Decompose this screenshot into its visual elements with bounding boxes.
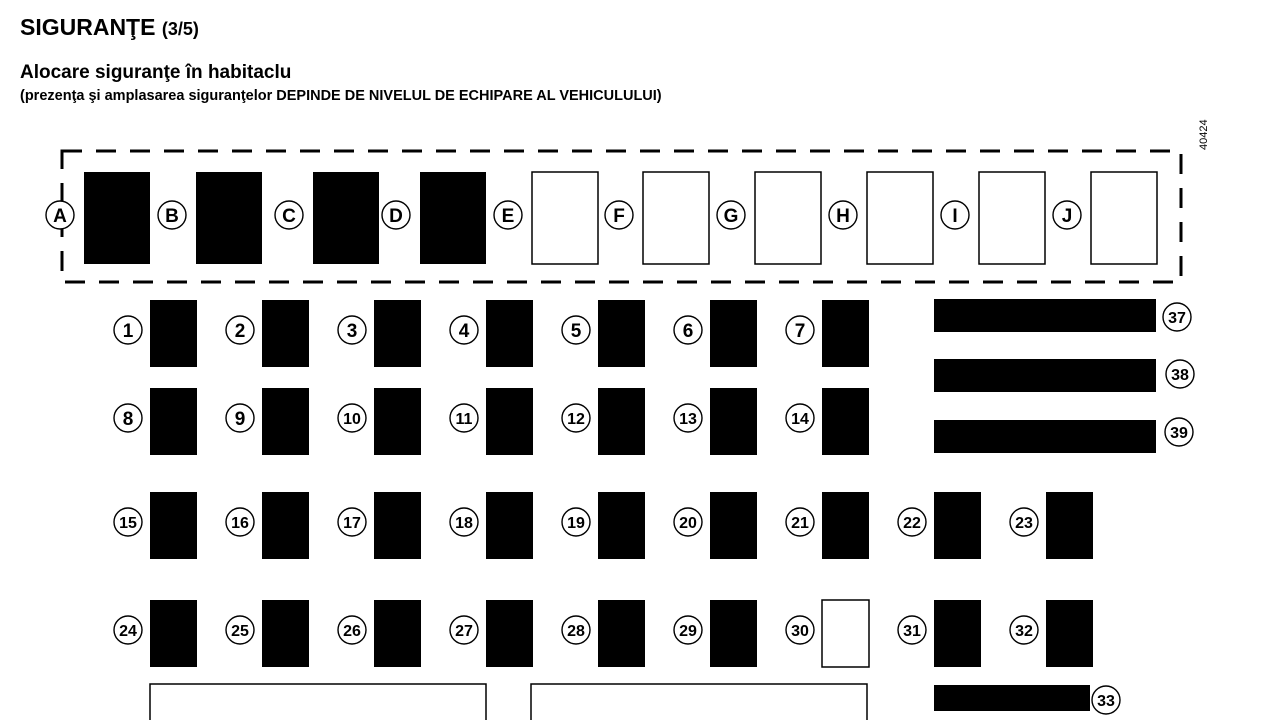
fuse-label-25	[226, 616, 254, 644]
fuse-label-b	[158, 201, 186, 229]
fuse-label-24	[114, 616, 142, 644]
fuse-18	[486, 492, 533, 559]
label-text: J	[1061, 205, 1073, 227]
label-text: B	[165, 205, 179, 227]
fuse-11	[486, 388, 533, 455]
label-text: 27	[455, 622, 473, 640]
fuse-7	[822, 300, 869, 367]
top-row-fuses	[46, 172, 1157, 264]
fuse-21	[822, 492, 869, 559]
label-text: 7	[794, 320, 806, 342]
label-text: 26	[343, 622, 361, 640]
label-text: 25	[231, 622, 249, 640]
fuse-label-22	[898, 508, 926, 536]
fuse-b	[196, 172, 262, 264]
fuse-5	[598, 300, 645, 367]
fuse-label-18	[450, 508, 478, 536]
fuse-label-12	[562, 404, 590, 432]
label-text: 33	[1097, 692, 1115, 710]
fuse-13	[710, 388, 757, 455]
fuse-i	[979, 172, 1045, 264]
relay-label-33	[1092, 686, 1120, 714]
fuse-label-19	[562, 508, 590, 536]
fuse-label-14	[786, 404, 814, 432]
label-text: 10	[343, 410, 361, 428]
fuse-label-17	[338, 508, 366, 536]
label-text: 1	[122, 320, 134, 342]
fuse-label-2	[226, 316, 254, 344]
label-text: 30	[791, 622, 809, 640]
fuse-22	[934, 492, 981, 559]
fuse-label-16	[226, 508, 254, 536]
label-text: 23	[1015, 514, 1033, 532]
relay-label-38	[1166, 360, 1194, 388]
label-text: 5	[570, 320, 582, 342]
label-text: 38	[1171, 366, 1189, 384]
lower-connector-right	[531, 684, 867, 720]
label-text: 8	[122, 408, 134, 430]
fuse-label-23	[1010, 508, 1038, 536]
section-subtitle: Alocare siguranţe în habitaclu	[20, 62, 292, 83]
label-text: 24	[119, 622, 137, 640]
fuse-28	[598, 600, 645, 667]
fuse-label-8	[114, 404, 142, 432]
fuse-label-20	[674, 508, 702, 536]
label-text: 9	[234, 408, 246, 430]
lower-connector-left	[150, 684, 486, 720]
fuse-label-6	[674, 316, 702, 344]
fuse-grid	[114, 300, 1093, 667]
fuse-label-g	[717, 201, 745, 229]
fuse-label-30	[786, 616, 814, 644]
fuse-1	[150, 300, 197, 367]
label-text: A	[53, 205, 67, 227]
fuse-14	[822, 388, 869, 455]
label-text: 18	[455, 514, 473, 532]
label-text: 20	[679, 514, 697, 532]
fuse-label-j	[1053, 201, 1081, 229]
fuse-label-13	[674, 404, 702, 432]
label-text: 14	[791, 410, 809, 428]
label-text: 16	[231, 514, 249, 532]
label-text: 31	[903, 622, 921, 640]
fuse-label-28	[562, 616, 590, 644]
fuse-10	[374, 388, 421, 455]
label-text: 3	[346, 320, 358, 342]
label-text: 39	[1170, 424, 1188, 442]
fuse-30	[822, 600, 869, 667]
page-indicator: (3/5)	[161, 19, 199, 39]
relay-37	[934, 299, 1156, 332]
fuse-15	[150, 492, 197, 559]
fuse-26	[374, 600, 421, 667]
fuse-label-4	[450, 316, 478, 344]
fuse-label-9	[226, 404, 254, 432]
fuse-24	[150, 600, 197, 667]
fuse-label-h	[829, 201, 857, 229]
relay-label-39	[1165, 418, 1193, 446]
fuse-label-c	[275, 201, 303, 229]
title-text: SIGURANŢE	[20, 14, 156, 40]
fuse-label-f	[605, 201, 633, 229]
label-text: 6	[682, 320, 694, 342]
label-text: 37	[1168, 309, 1186, 327]
label-text: 15	[119, 514, 137, 532]
figure-reference: 40424	[1198, 119, 1210, 150]
fuse-label-21	[786, 508, 814, 536]
fuse-label-5	[562, 316, 590, 344]
fuse-label-a	[46, 201, 74, 229]
relay-39	[934, 420, 1156, 453]
fuse-9	[262, 388, 309, 455]
fuse-32	[1046, 600, 1093, 667]
fuse-a	[84, 172, 150, 264]
label-text: 2	[234, 320, 246, 342]
relay-33	[934, 685, 1090, 711]
label-text: 17	[343, 514, 361, 532]
fuse-3	[374, 300, 421, 367]
label-text: 13	[679, 410, 697, 428]
fuse-f	[643, 172, 709, 264]
fuse-h	[867, 172, 933, 264]
fuse-label-e	[494, 201, 522, 229]
fuse-label-d	[382, 201, 410, 229]
fuse-label-31	[898, 616, 926, 644]
section-note: (prezenţa şi amplasarea siguranţelor DEPINDE DE NIVELUL DE ECHIPARE AL VEHICULULUI)	[20, 88, 662, 104]
label-text: D	[389, 205, 403, 227]
fuse-label-1	[114, 316, 142, 344]
fuse-label-10	[338, 404, 366, 432]
label-text: 22	[903, 514, 921, 532]
fuse-g	[755, 172, 821, 264]
fuse-8	[150, 388, 197, 455]
fuse-label-27	[450, 616, 478, 644]
fuse-31	[934, 600, 981, 667]
label-text: 28	[567, 622, 585, 640]
fuse-label-29	[674, 616, 702, 644]
fuse-29	[710, 600, 757, 667]
fuse-label-3	[338, 316, 366, 344]
fuse-12	[598, 388, 645, 455]
fuse-label-11	[450, 404, 478, 432]
fuse-19	[598, 492, 645, 559]
fuse-label-7	[786, 316, 814, 344]
label-text: 19	[567, 514, 585, 532]
fuse-c	[313, 172, 379, 264]
label-text: 11	[455, 410, 473, 428]
label-text: C	[282, 205, 296, 227]
relay-label-37	[1163, 303, 1191, 331]
fuse-27	[486, 600, 533, 667]
fuse-20	[710, 492, 757, 559]
label-text: G	[723, 205, 739, 227]
fuse-6	[710, 300, 757, 367]
fuse-label-26	[338, 616, 366, 644]
fuse-d	[420, 172, 486, 264]
fuse-23	[1046, 492, 1093, 559]
fuse-25	[262, 600, 309, 667]
label-text: 12	[567, 410, 585, 428]
fuse-label-32	[1010, 616, 1038, 644]
fuse-17	[374, 492, 421, 559]
fuse-label-15	[114, 508, 142, 536]
fuse-e	[532, 172, 598, 264]
fuse-label-i	[941, 201, 969, 229]
label-text: 4	[458, 320, 470, 342]
fuse-4	[486, 300, 533, 367]
label-text: 21	[791, 514, 809, 532]
label-text: 29	[679, 622, 697, 640]
label-text: H	[836, 205, 850, 227]
fuse-2	[262, 300, 309, 367]
label-text: F	[613, 205, 625, 227]
label-text: I	[952, 205, 958, 227]
fuse-16	[262, 492, 309, 559]
label-text: E	[501, 205, 515, 227]
fuse-j	[1091, 172, 1157, 264]
label-text: 32	[1015, 622, 1033, 640]
relay-38	[934, 359, 1156, 392]
